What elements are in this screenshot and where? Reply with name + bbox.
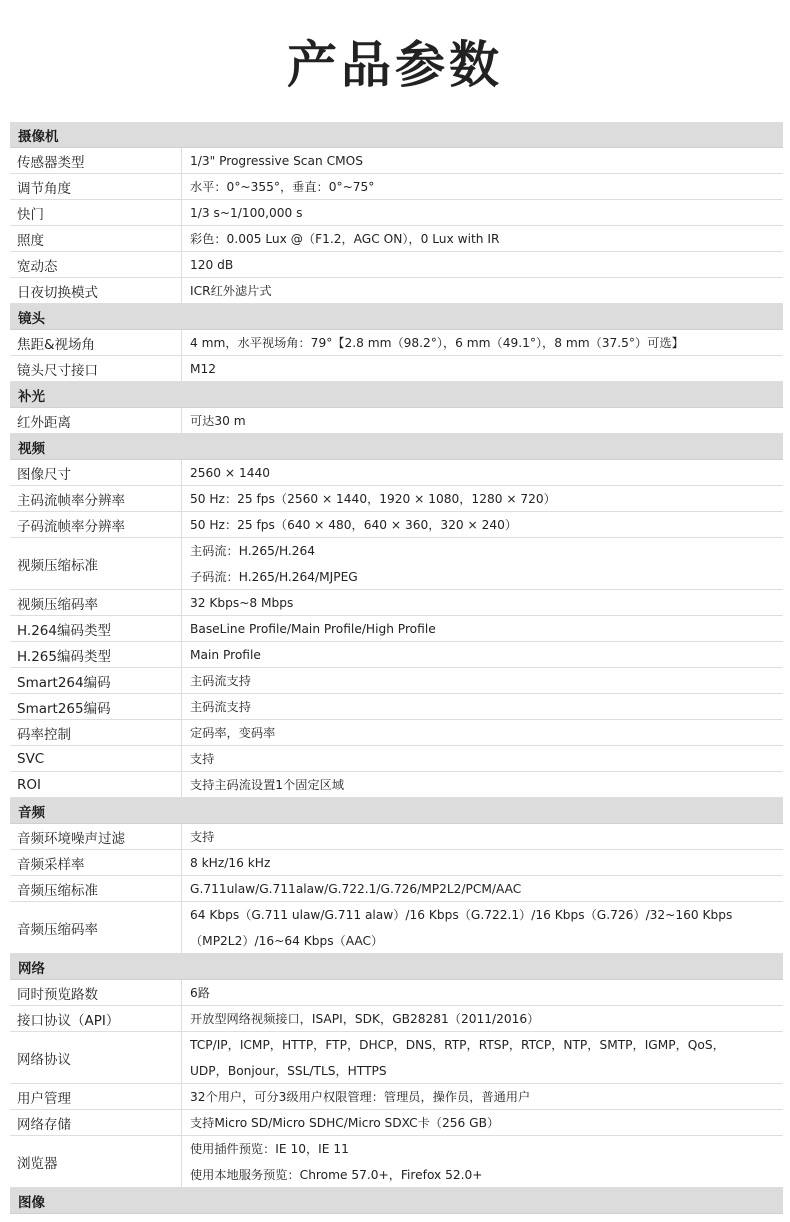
- spec-value-line: 2560 × 1440: [190, 466, 270, 480]
- spec-value: [182, 1110, 783, 1135]
- spec-row: [10, 278, 783, 304]
- spec-value-line: TCP/IP，ICMP，HTTP，FTP，DHCP，DNS，RTP，RTSP，RTCP，NTP，SMTP，IGMP，QoS，: [190, 1038, 725, 1052]
- spec-label: H.265编码类型: [10, 642, 182, 667]
- spec-row: [10, 824, 783, 850]
- section-title: 补光: [18, 388, 45, 405]
- spec-value: [182, 1084, 783, 1109]
- spec-value-line: 水平：0°~355°，垂直：0°~75°: [190, 180, 375, 194]
- spec-value-line: 8 kHz/16 kHz: [190, 856, 271, 870]
- spec-value: [182, 486, 783, 511]
- spec-value-line: 支持主码流设置1个固定区域: [190, 778, 345, 792]
- spec-row: [10, 174, 783, 200]
- section-header: [10, 798, 783, 824]
- spec-label: 接口协议（API）: [10, 1006, 182, 1031]
- spec-value-line: 使用本地服务预览：Chrome 57.0+，Firefox 52.0+: [190, 1167, 483, 1182]
- spec-label: 照度: [10, 226, 182, 251]
- spec-label: 音频压缩码率: [10, 902, 182, 953]
- spec-value-line: M12: [190, 362, 217, 376]
- section-header: [10, 434, 783, 460]
- spec-value-line: 支持: [190, 830, 215, 844]
- spec-row: [10, 330, 783, 356]
- spec-label: 图像尺寸: [10, 460, 182, 485]
- spec-row: [10, 876, 783, 902]
- spec-value-line: 彩色：0.005 Lux @（F1.2，AGC ON），0 Lux with IR: [190, 232, 500, 246]
- section-title: 音频: [18, 804, 45, 821]
- spec-value-line: （MP2L2）/16~64 Kbps（AAC）: [190, 933, 384, 948]
- spec-row: [10, 772, 783, 798]
- spec-value: [182, 902, 783, 953]
- spec-label: 焦距&视场角: [10, 330, 182, 355]
- spec-value: [182, 720, 783, 745]
- spec-label: 浏览器: [10, 1136, 182, 1187]
- spec-value: [182, 174, 783, 199]
- spec-value-line: 120 dB: [190, 258, 234, 272]
- spec-value: [182, 512, 783, 537]
- spec-row: [10, 1136, 783, 1188]
- spec-value: [182, 590, 783, 615]
- spec-row: [10, 226, 783, 252]
- spec-value: [182, 252, 783, 277]
- spec-value-line: 6路: [190, 986, 210, 1000]
- spec-row: [10, 200, 783, 226]
- spec-row: [10, 1032, 783, 1084]
- spec-label: 子码流帧率分辨率: [10, 512, 182, 537]
- section-header: [10, 304, 783, 330]
- spec-label: 音频环境噪声过滤: [10, 824, 182, 849]
- spec-value: [182, 850, 783, 875]
- spec-label: SVC: [10, 746, 182, 771]
- spec-row: [10, 512, 783, 538]
- spec-label: 视频压缩码率: [10, 590, 182, 615]
- spec-label: 宽动态: [10, 252, 182, 277]
- spec-label: Smart265编码: [10, 694, 182, 719]
- spec-table: [10, 122, 783, 1214]
- spec-value: [182, 980, 783, 1005]
- spec-row: [10, 850, 783, 876]
- spec-label: H.264编码类型: [10, 616, 182, 641]
- spec-value-line: 32 Kbps~8 Mbps: [190, 596, 294, 610]
- spec-value: [182, 1006, 783, 1031]
- section-header: [10, 382, 783, 408]
- spec-value: [182, 694, 783, 719]
- spec-label: Smart264编码: [10, 668, 182, 693]
- section-header: [10, 954, 783, 980]
- spec-row: [10, 538, 783, 590]
- spec-row: [10, 356, 783, 382]
- spec-value-line: Main Profile: [190, 648, 261, 662]
- spec-value-line: 32个用户，可分3级用户权限管理：管理员，操作员，普通用户: [190, 1090, 531, 1104]
- spec-value-line: 4 mm，水平视场角：79°【2.8 mm（98.2°），6 mm（49.1°），8 mm（37.5°）可选】: [190, 336, 684, 350]
- spec-value-line: ICR红外滤片式: [190, 284, 272, 298]
- spec-value: [182, 876, 783, 901]
- spec-value-line: 可达30 m: [190, 414, 246, 428]
- spec-value-line: UDP，Bonjour，SSL/TLS，HTTPS: [190, 1063, 387, 1078]
- spec-row: [10, 252, 783, 278]
- spec-row: [10, 1084, 783, 1110]
- spec-value: [182, 226, 783, 251]
- spec-label: 视频压缩标准: [10, 538, 182, 589]
- spec-value-line: 使用插件预览：IE 10，IE 11: [190, 1142, 349, 1156]
- spec-label: ROI: [10, 772, 182, 797]
- section-header: [10, 1188, 783, 1214]
- spec-value-line: 开放型网络视频接口，ISAPI，SDK，GB28281（2011/2016）: [190, 1012, 540, 1026]
- spec-row: [10, 1006, 783, 1032]
- spec-value: [182, 408, 783, 433]
- spec-row: [10, 746, 783, 772]
- spec-row: [10, 460, 783, 486]
- spec-label: 主码流帧率分辨率: [10, 486, 182, 511]
- spec-row: [10, 720, 783, 746]
- spec-value-line: 定码率，变码率: [190, 726, 276, 740]
- spec-value-line: 子码流：H.265/H.264/MJPEG: [190, 569, 358, 584]
- spec-value: [182, 148, 783, 173]
- section-title: 镜头: [18, 310, 45, 327]
- spec-value-line: 支持Micro SD/Micro SDHC/Micro SDXC卡（256 GB）: [190, 1116, 500, 1130]
- spec-label: 用户管理: [10, 1084, 182, 1109]
- spec-label: 音频压缩标准: [10, 876, 182, 901]
- section-title: 网络: [18, 960, 45, 977]
- spec-row: [10, 408, 783, 434]
- spec-value: [182, 356, 783, 381]
- section-header: [10, 122, 783, 148]
- page-title: 产品参数: [287, 36, 503, 94]
- spec-value: [182, 278, 783, 303]
- spec-label: 日夜切换模式: [10, 278, 182, 303]
- spec-value-line: 主码流：H.265/H.264: [190, 544, 316, 558]
- spec-row: [10, 980, 783, 1006]
- spec-row: [10, 148, 783, 174]
- spec-label: 传感器类型: [10, 148, 182, 173]
- spec-value: [182, 1032, 783, 1083]
- spec-row: [10, 1110, 783, 1136]
- spec-value: [182, 746, 783, 771]
- spec-row: [10, 642, 783, 668]
- spec-label: 快门: [10, 200, 182, 225]
- spec-value-line: 50 Hz：25 fps（2560 × 1440，1920 × 1080，1280 × 720）: [190, 492, 556, 506]
- spec-value: [182, 538, 783, 589]
- spec-value: [182, 1136, 783, 1187]
- spec-value-line: G.711ulaw/G.711alaw/G.722.1/G.726/MP2L2/PCM/AAC: [190, 882, 522, 896]
- spec-row: [10, 902, 783, 954]
- spec-value: [182, 616, 783, 641]
- spec-label: 网络协议: [10, 1032, 182, 1083]
- spec-value-line: 64 Kbps（G.711 ulaw/G.711 alaw）/16 Kbps（G.722.1）/16 Kbps（G.726）/32~160 Kbps: [190, 908, 733, 922]
- spec-value: [182, 330, 783, 355]
- spec-label: 网络存储: [10, 1110, 182, 1135]
- spec-value-line: 1/3" Progressive Scan CMOS: [190, 154, 363, 168]
- spec-value: [182, 772, 783, 797]
- spec-value: [182, 460, 783, 485]
- spec-row: [10, 694, 783, 720]
- spec-value-line: 50 Hz：25 fps（640 × 480，640 × 360，320 × 240）: [190, 518, 518, 532]
- spec-value-line: BaseLine Profile/Main Profile/High Profile: [190, 622, 436, 636]
- spec-value-line: 1/3 s~1/100,000 s: [190, 206, 303, 220]
- section-title: 视频: [18, 440, 45, 457]
- spec-row: [10, 590, 783, 616]
- spec-value: [182, 824, 783, 849]
- spec-label: 调节角度: [10, 174, 182, 199]
- spec-value-line: 主码流支持: [190, 674, 251, 688]
- spec-label: 码率控制: [10, 720, 182, 745]
- spec-label: 镜头尺寸接口: [10, 356, 182, 381]
- spec-value-line: 支持: [190, 752, 215, 766]
- spec-row: [10, 668, 783, 694]
- spec-row: [10, 616, 783, 642]
- spec-value-line: 主码流支持: [190, 700, 251, 714]
- spec-row: [10, 486, 783, 512]
- spec-value: [182, 642, 783, 667]
- section-title: 图像: [18, 1194, 45, 1211]
- section-title: 摄像机: [18, 128, 59, 145]
- spec-label: 音频采样率: [10, 850, 182, 875]
- spec-label: 同时预览路数: [10, 980, 182, 1005]
- spec-value: [182, 200, 783, 225]
- spec-label: 红外距离: [10, 408, 182, 433]
- spec-value: [182, 668, 783, 693]
